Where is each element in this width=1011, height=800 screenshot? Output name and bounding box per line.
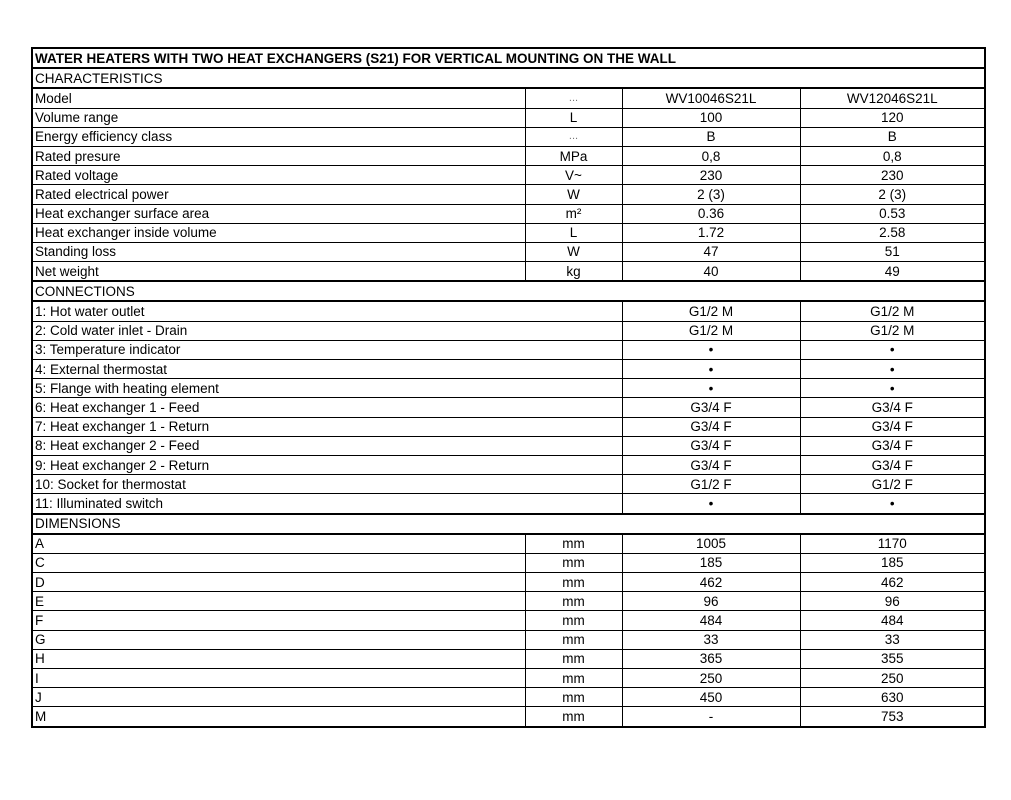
row-value-model-2: 0,8 (800, 146, 985, 165)
row-value-model-2: • (800, 340, 985, 359)
row-unit: ... (525, 127, 622, 146)
table-row (32, 649, 985, 668)
dimensions-section-header (32, 514, 985, 534)
row-unit: m² (525, 204, 622, 223)
table-row (32, 669, 985, 688)
row-value-model-1: 47 (622, 242, 800, 261)
row-unit: mm (525, 707, 622, 727)
row-value-model-1: 100 (622, 108, 800, 127)
row-label: A (32, 534, 525, 554)
row-label: M (32, 707, 525, 727)
row-value-model-1: G3/4 F (622, 436, 800, 455)
row-label: Rated electrical power (32, 185, 525, 204)
row-value-model-1: G3/4 F (622, 398, 800, 417)
row-value-model-1: - (622, 707, 800, 727)
row-value-model-1: 33 (622, 630, 800, 649)
row-unit: L (525, 223, 622, 242)
row-label: 5: Flange with heating element (32, 379, 622, 398)
row-label: Volume range (32, 108, 525, 127)
row-value-model-1: B (622, 127, 800, 146)
table-row (32, 204, 985, 223)
row-value-model-1: • (622, 340, 800, 359)
row-label: Heat exchanger surface area (32, 204, 525, 223)
spec-table (31, 47, 986, 728)
row-label: Net weight (32, 262, 525, 282)
row-unit: mm (525, 630, 622, 649)
row-value-model-1: G1/2 F (622, 475, 800, 494)
row-label: 10: Socket for thermostat (32, 475, 622, 494)
row-unit: mm (525, 553, 622, 572)
connections-heading: CONNECTIONS (32, 281, 985, 301)
row-value-model-2: B (800, 127, 985, 146)
title-row (32, 48, 985, 68)
row-value-model-2: G1/2 M (800, 321, 985, 340)
table-row (32, 707, 985, 727)
row-value-model-2: 2 (3) (800, 185, 985, 204)
table-row (32, 553, 985, 572)
row-label: Rated presure (32, 146, 525, 165)
table-row (32, 242, 985, 261)
row-value-model-2: 33 (800, 630, 985, 649)
row-value-model-2: 2.58 (800, 223, 985, 242)
row-value-model-1: G1/2 M (622, 321, 800, 340)
row-unit: L (525, 108, 622, 127)
table-row (32, 127, 985, 146)
row-value-model-1: WV10046S21L (622, 88, 800, 108)
row-value-model-2: 120 (800, 108, 985, 127)
row-value-model-2: 462 (800, 573, 985, 592)
row-label: J (32, 688, 525, 707)
row-value-model-2: 250 (800, 669, 985, 688)
row-value-model-1: 0.36 (622, 204, 800, 223)
table-row (32, 436, 985, 455)
row-label: 1: Hot water outlet (32, 301, 622, 321)
row-label: Standing loss (32, 242, 525, 261)
row-value-model-2: 753 (800, 707, 985, 727)
row-value-model-1: G1/2 M (622, 301, 800, 321)
table-row (32, 494, 985, 514)
row-unit: mm (525, 573, 622, 592)
row-value-model-2: G3/4 F (800, 417, 985, 436)
table-row (32, 360, 985, 379)
table-row (32, 688, 985, 707)
row-value-model-2: 355 (800, 649, 985, 668)
row-label: 6: Heat exchanger 1 - Feed (32, 398, 622, 417)
row-label: Heat exchanger inside volume (32, 223, 525, 242)
row-unit: mm (525, 688, 622, 707)
row-unit: mm (525, 534, 622, 554)
table-row (32, 88, 985, 108)
row-unit: mm (525, 669, 622, 688)
row-label: 3: Temperature indicator (32, 340, 622, 359)
row-label: E (32, 592, 525, 611)
row-label: 11: Illuminated switch (32, 494, 622, 514)
row-label: Model (32, 88, 525, 108)
table-row (32, 573, 985, 592)
row-value-model-1: 450 (622, 688, 800, 707)
row-value-model-2: 1170 (800, 534, 985, 554)
table-row (32, 185, 985, 204)
row-value-model-1: 1005 (622, 534, 800, 554)
row-value-model-1: • (622, 494, 800, 514)
row-value-model-2: 185 (800, 553, 985, 572)
row-unit: W (525, 185, 622, 204)
row-unit: mm (525, 611, 622, 630)
row-value-model-2: G1/2 M (800, 301, 985, 321)
row-label: F (32, 611, 525, 630)
table-row (32, 301, 985, 321)
row-value-model-1: 96 (622, 592, 800, 611)
table-row (32, 534, 985, 554)
table-row (32, 262, 985, 282)
row-label: 7: Heat exchanger 1 - Return (32, 417, 622, 436)
row-value-model-2: 96 (800, 592, 985, 611)
row-value-model-2: G1/2 F (800, 475, 985, 494)
row-value-model-1: 365 (622, 649, 800, 668)
row-unit: MPa (525, 146, 622, 165)
row-label: Rated voltage (32, 166, 525, 185)
row-value-model-1: • (622, 360, 800, 379)
table-row (32, 379, 985, 398)
row-value-model-1: 250 (622, 669, 800, 688)
row-value-model-2: 49 (800, 262, 985, 282)
row-value-model-2: G3/4 F (800, 455, 985, 474)
row-value-model-2: 630 (800, 688, 985, 707)
table-row (32, 340, 985, 359)
row-value-model-1: G3/4 F (622, 455, 800, 474)
row-value-model-1: 185 (622, 553, 800, 572)
table-row (32, 592, 985, 611)
row-unit: W (525, 242, 622, 261)
table-row (32, 223, 985, 242)
row-value-model-2: WV12046S21L (800, 88, 985, 108)
table-row (32, 108, 985, 127)
row-unit: mm (525, 649, 622, 668)
row-value-model-2: • (800, 494, 985, 514)
table-row (32, 321, 985, 340)
row-value-model-2: • (800, 360, 985, 379)
dimensions-heading: DIMENSIONS (32, 514, 985, 534)
table-row (32, 455, 985, 474)
row-value-model-2: 0.53 (800, 204, 985, 223)
table-row (32, 146, 985, 165)
row-label: I (32, 669, 525, 688)
row-unit: V~ (525, 166, 622, 185)
row-label: 2: Cold water inlet - Drain (32, 321, 622, 340)
row-label: 4: External thermostat (32, 360, 622, 379)
row-value-model-2: G3/4 F (800, 436, 985, 455)
table-row (32, 475, 985, 494)
row-value-model-1: G3/4 F (622, 417, 800, 436)
table-row (32, 166, 985, 185)
characteristics-section-header (32, 68, 985, 88)
table-row (32, 611, 985, 630)
row-value-model-1: 0,8 (622, 146, 800, 165)
row-unit: ... (525, 88, 622, 108)
characteristics-heading: CHARACTERISTICS (32, 68, 985, 88)
row-value-model-2: G3/4 F (800, 398, 985, 417)
row-label: G (32, 630, 525, 649)
row-value-model-2: 230 (800, 166, 985, 185)
table-row (32, 398, 985, 417)
table-title: WATER HEATERS WITH TWO HEAT EXCHANGERS (S21) FOR VERTICAL MOUNTING ON THE WALL (32, 48, 985, 68)
row-label: 9: Heat exchanger 2 - Return (32, 455, 622, 474)
row-value-model-2: 484 (800, 611, 985, 630)
table-row (32, 630, 985, 649)
row-unit: mm (525, 592, 622, 611)
row-value-model-1: 40 (622, 262, 800, 282)
row-label: C (32, 553, 525, 572)
row-value-model-2: 51 (800, 242, 985, 261)
row-label: 8: Heat exchanger 2 - Feed (32, 436, 622, 455)
row-label: D (32, 573, 525, 592)
row-label: H (32, 649, 525, 668)
table-row (32, 417, 985, 436)
row-value-model-1: 1.72 (622, 223, 800, 242)
connections-section-header (32, 281, 985, 301)
row-unit: kg (525, 262, 622, 282)
row-value-model-2: • (800, 379, 985, 398)
row-value-model-1: 230 (622, 166, 800, 185)
row-value-model-1: 462 (622, 573, 800, 592)
row-value-model-1: 2 (3) (622, 185, 800, 204)
row-value-model-1: • (622, 379, 800, 398)
row-label: Energy efficiency class (32, 127, 525, 146)
row-value-model-1: 484 (622, 611, 800, 630)
